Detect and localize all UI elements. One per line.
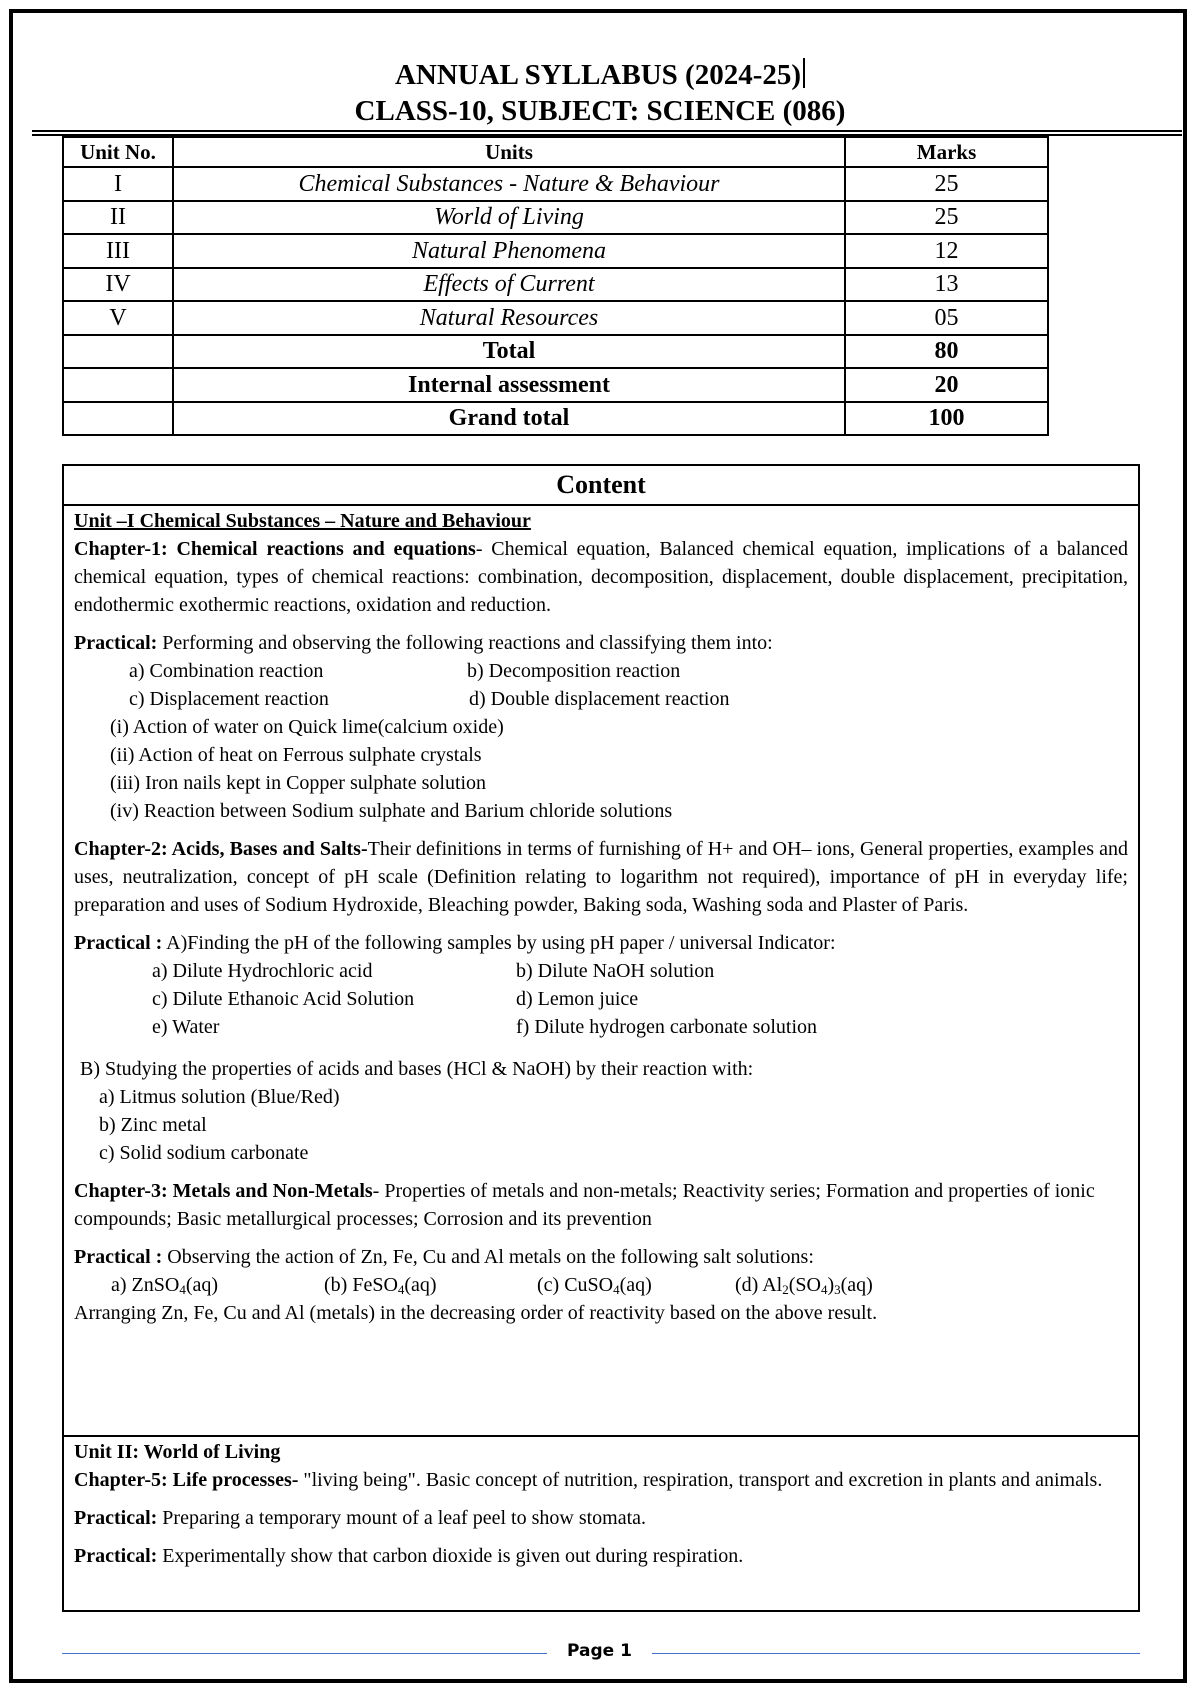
empty-cell xyxy=(63,368,173,402)
table-row xyxy=(63,201,1048,235)
total-label: Total xyxy=(173,335,845,369)
empty-cell xyxy=(63,402,173,436)
table-row xyxy=(63,167,1048,201)
unit-name-cell: Natural Resources xyxy=(173,301,845,335)
sample-item: f) Dilute hydrogen carbonate solution xyxy=(516,1016,818,1038)
practical1-label: Practical: xyxy=(74,632,158,654)
reaction-type: d) Double displacement reaction xyxy=(469,688,730,710)
header-units: Units xyxy=(173,137,845,167)
practical-respiration-paragraph xyxy=(74,1542,1128,1570)
internal-assessment-marks: 20 xyxy=(845,368,1048,402)
list-item: a) Litmus solution (Blue/Red) xyxy=(99,1086,340,1108)
practical2b-text: B) Studying the properties of acids and bases (HCl & NaOH) by their reaction with: xyxy=(80,1058,754,1080)
list-item: (ii) Action of heat on Ferrous sulphate crystals xyxy=(110,744,482,766)
list-item: b) Zinc metal xyxy=(99,1114,207,1136)
reaction-types-row xyxy=(74,657,1128,685)
table-row xyxy=(63,301,1048,335)
syllabus-title: ANNUAL SYLLABUS (2024-25) xyxy=(0,58,1200,92)
content-heading: Content xyxy=(64,466,1138,506)
title-rule-top xyxy=(32,130,1182,132)
chapter5-text: "living being". Basic concept of nutrition, respiration, transport and excretion in plants and animals. xyxy=(298,1469,1103,1491)
list-item: (iv) Reaction between Sodium sulphate and Barium chloride solutions xyxy=(110,800,673,822)
sample-item: c) Dilute Ethanoic Acid Solution xyxy=(152,988,415,1010)
practical-respiration-text: Experimentally show that carbon dioxide is given out during respiration. xyxy=(157,1545,744,1567)
chapter2-label: Chapter-2: Acids, Bases and Salts- xyxy=(74,838,368,860)
samples-row xyxy=(74,1013,1128,1041)
chapter1-paragraph xyxy=(74,535,1128,619)
chapter2-paragraph xyxy=(74,835,1128,919)
practical2-text: A)Finding the pH of the following samples by using pH paper / universal Indicator: xyxy=(162,932,836,954)
table-row xyxy=(63,268,1048,302)
unit-no-cell: II xyxy=(63,201,173,235)
marks-cell: 12 xyxy=(845,234,1048,268)
unit-name-cell: World of Living xyxy=(173,201,845,235)
practical2-label: Practical : xyxy=(74,932,163,954)
header-unit-no: Unit No. xyxy=(63,137,173,167)
list-item: (i) Action of water on Quick lime(calcium oxide) xyxy=(110,716,504,738)
practical3-text: Observing the action of Zn, Fe, Cu and Al metals on the following salt solutions: xyxy=(162,1246,814,1268)
practical3-label: Practical : xyxy=(74,1246,163,1268)
practical3-result: Arranging Zn, Fe, Cu and Al (metals) in the decreasing order of reactivity based on the above result. xyxy=(74,1302,878,1324)
reaction-types-row xyxy=(74,685,1128,713)
practical-stomata-text: Preparing a temporary mount of a leaf peel to show stomata. xyxy=(157,1507,647,1529)
chapter1-text: - Chemical equation, Balanced chemical equation, implications of a balanced chemical equation, types of chemical reactions: combination, decomposition, displacement, double displacement, precipitation, endothermic exothermic reactions, oxidation and reduction. xyxy=(74,538,1128,616)
unit-name-cell: Effects of Current xyxy=(173,268,845,302)
sample-item: d) Lemon juice xyxy=(516,988,639,1010)
salt-solutions-row xyxy=(74,1271,1128,1299)
chapter5-label: Chapter-5: Life processes- xyxy=(74,1469,299,1491)
chapter2-text: Their definitions in terms of furnishing of H+ and OH– ions, General properties, examples and uses, neutralization, concept of pH scale (Definition relating to logarithm not required), importance of pH in everyday life; preparation and uses of Sodium Hydroxide, Bleaching powder, Baking soda, Washing soda and Plaster of Paris. xyxy=(74,838,1128,916)
marks-table xyxy=(62,136,1049,436)
internal-assessment-label: Internal assessment xyxy=(173,368,845,402)
footer-line-right xyxy=(652,1653,1140,1654)
chapter3-text: - Properties of metals and non-metals; Reactivity series; Formation and properties of ionic compounds; Basic metallurgical processes; Corrosion and its prevention xyxy=(74,1180,1095,1230)
salt-item: (c) CuSO$_4$(aq) xyxy=(537,1274,652,1297)
samples-row xyxy=(74,957,1128,985)
reaction-type: a) Combination reaction xyxy=(129,660,324,682)
chapter1-label: Chapter-1: Chemical reactions and equations xyxy=(74,538,476,560)
unit-name-cell: Chemical Substances - Nature & Behaviour xyxy=(173,167,845,201)
chapter3-paragraph xyxy=(74,1177,1128,1233)
internal-assessment-row xyxy=(63,368,1048,402)
reaction-type: c) Displacement reaction xyxy=(129,688,329,710)
list-item: c) Solid sodium carbonate xyxy=(99,1142,309,1164)
chapter5-paragraph xyxy=(74,1466,1128,1494)
sample-item: e) Water xyxy=(152,1016,220,1038)
practical3-paragraph xyxy=(74,1243,1128,1271)
marks-cell: 25 xyxy=(845,167,1048,201)
practical2-paragraph xyxy=(74,929,1128,957)
class-subject-title: CLASS-10, SUBJECT: SCIENCE (086) xyxy=(354,95,846,127)
practical-stomata-paragraph xyxy=(74,1504,1128,1532)
practical1-text: Performing and observing the following reactions and classifying them into: xyxy=(157,632,773,654)
marks-cell: 25 xyxy=(845,201,1048,235)
reaction-type: b) Decomposition reaction xyxy=(467,660,681,682)
list-item: (iii) Iron nails kept in Copper sulphate solution xyxy=(110,772,487,794)
total-marks: 80 xyxy=(845,335,1048,369)
sample-item: b) Dilute NaOH solution xyxy=(516,960,715,982)
marks-cell: 05 xyxy=(845,301,1048,335)
salt-item: a) ZnSO$_4$(aq) xyxy=(111,1274,219,1297)
unit1-section xyxy=(64,506,1138,1437)
marks-cell: 13 xyxy=(845,268,1048,302)
grand-total-label: Grand total xyxy=(173,402,845,436)
unit-no-cell: III xyxy=(63,234,173,268)
salt-item: (d) $Al_2(SO_4)_3(aq)$ xyxy=(735,1274,873,1297)
samples-row xyxy=(74,985,1128,1013)
unit-no-cell: I xyxy=(63,167,173,201)
unit-name-cell: Natural Phenomena xyxy=(173,234,845,268)
grand-total-row xyxy=(63,402,1048,436)
salt-item: (b) FeSO$_4$(aq) xyxy=(324,1274,437,1297)
unit1-title: Unit –I Chemical Substances – Nature and Behaviour xyxy=(74,510,531,532)
sample-item: a) Dilute Hydrochloric acid xyxy=(152,960,373,982)
unit-no-cell: IV xyxy=(63,268,173,302)
content-box xyxy=(62,464,1140,1612)
practical1-paragraph xyxy=(74,629,1128,657)
page-number: Page 1 xyxy=(567,1641,632,1661)
chapter3-label: Chapter-3: Metals and Non-Metals xyxy=(74,1180,373,1202)
practical-label: Practical: xyxy=(74,1507,158,1529)
grand-total-marks: 100 xyxy=(845,402,1048,436)
footer-line-left xyxy=(62,1653,547,1654)
marks-table-header xyxy=(63,137,1048,167)
unit-no-cell: V xyxy=(63,301,173,335)
unit2-title: Unit II: World of Living xyxy=(74,1441,281,1463)
empty-cell xyxy=(63,335,173,369)
table-row xyxy=(63,234,1048,268)
text-cursor xyxy=(803,58,805,88)
header-marks: Marks xyxy=(845,137,1048,167)
practical-label: Practical: xyxy=(74,1545,158,1567)
total-row xyxy=(63,335,1048,369)
unit2-section xyxy=(64,1437,1138,1570)
